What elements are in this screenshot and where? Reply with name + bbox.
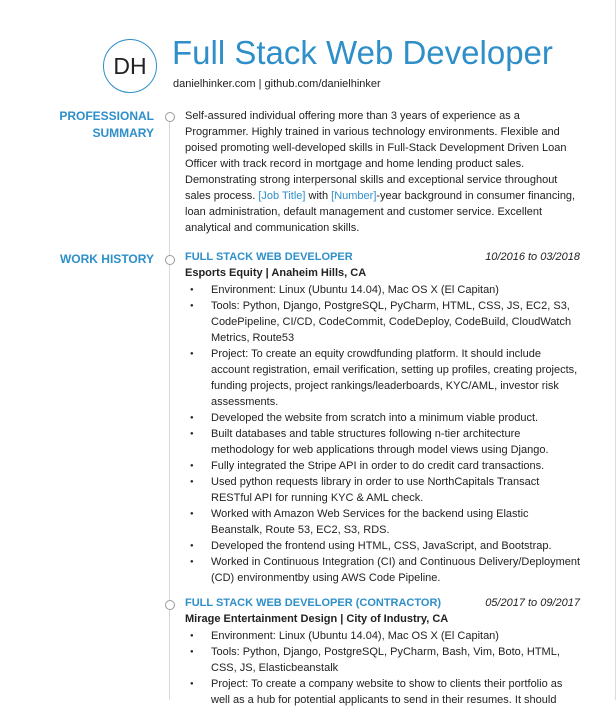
job-title: FULL STACK WEB DEVELOPER (CONTRACTOR) [185, 597, 442, 609]
job-bullet: ● Project: To create a company website to show to clients their portfolio as well as a hub for potential applicants to send in their resumes. It should [185, 676, 581, 708]
job-bullet: ● Built databases and table structures following n-tier architecture methodology for web applications through model views using Django. [185, 426, 581, 458]
job-bullet: ● Used python requests library in order to use NorthCapitals Transact RESTful API for running KYC & AML check. [185, 474, 581, 506]
timeline-dot-job-2 [165, 600, 175, 610]
job-bullet: ● Fully integrated the Stripe API in order to do credit card transactions. [185, 458, 581, 474]
job-company: Mirage Entertainment Design | City of Industry, CA [185, 613, 449, 625]
job-title-placeholder: [Job Title] [258, 190, 306, 202]
job-company: Esports Equity | Anaheim Hills, CA [185, 267, 367, 279]
job-title: FULL STACK WEB DEVELOPER [185, 251, 353, 263]
summary-text-part: with [305, 190, 332, 202]
job-bullet: ● Worked with Amazon Web Services for the backend using Elastic Beanstalk, Route 53, EC2, S3, RDS. [185, 506, 581, 538]
initials-monogram: DH [103, 39, 157, 93]
timeline-dot-work-history [165, 255, 175, 265]
timeline-line [169, 112, 170, 700]
job-bullet: ● Worked in Continuous Integration (CI) and Continuous Delivery/Deployment (CD) environmentby using AWS Code Pipeline. [185, 554, 581, 586]
job-bullet-list [185, 282, 581, 586]
job-dates: 05/2017 to 09/2017 [485, 597, 580, 609]
job-bullet: ● Developed the website from scratch into a minimum viable product. [185, 410, 581, 426]
job-bullet: ● Environment: Linux (Ubuntu 14.04), Mac OS X (El Capitan) [185, 282, 581, 298]
job-bullet: ● Environment: Linux (Ubuntu 14.04), Mac OS X (El Capitan) [185, 628, 581, 644]
job-bullet: ● Tools: Python, Django, PostgreSQL, PyCharm, HTML, CSS, JS, EC2, S3, CodePipeline, CI/CD, CodeCommit, CodeDeploy, CodeBuild, CloudWatch Metrics, Route53 [185, 298, 581, 346]
timeline-dot-summary [165, 112, 175, 122]
section-label-summary [59, 108, 154, 142]
job-dates: 10/2016 to 03/2018 [485, 251, 580, 263]
job-bullet: ● Project: To create an equity crowdfunding platform. It should include account registration, email verification, setting up profiles, creating projects, funding projects, project rankings/leaderboards, KYC/AML, investor risk assessments. [185, 346, 581, 410]
summary-text-part: -year background in consumer financing, loan administration, default management and customer service. Excellent analytical and communication skills. [185, 190, 576, 234]
job-bullet: ● Tools: Python, Django, PostgreSQL, PyCharm, Bash, Vim, Boto, HTML, CSS, JS, Elasticbeanstalk [185, 644, 581, 676]
job-bullet-list [185, 628, 581, 708]
section-label-line: SUMMARY [92, 126, 154, 140]
summary-text [185, 108, 581, 236]
resume-title: Full Stack Web Developer [172, 34, 553, 71]
section-label-line: PROFESSIONAL [59, 109, 154, 123]
contact-line: danielhinker.com | github.com/danielhinker [173, 78, 381, 90]
job-bullet: ● Developed the frontend using HTML, CSS, JavaScript, and Bootstrap. [185, 538, 581, 554]
number-placeholder: [Number] [331, 190, 377, 202]
section-label-work-history: WORK HISTORY [59, 252, 154, 266]
summary-text-part: Self-assured individual offering more than 3 years of experience as a Programmer. Highly trained in various technology environments. Flexible and poised promoting well-developed skills in Full-Stack Development Driven Loan Officer with track record in mortgage and home lending product sales. Demonstrating strong interpersonal skills and exceptional service throughout sales process. [185, 110, 567, 202]
